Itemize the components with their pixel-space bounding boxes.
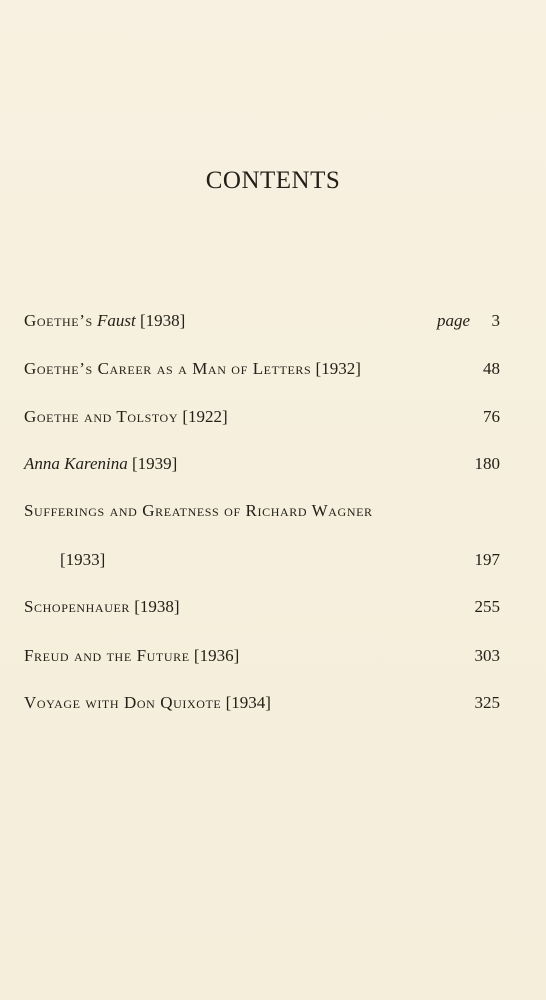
toc-entry-title: [24, 405, 228, 429]
toc-entry-anna-karenina: [24, 452, 500, 476]
toc-entry-title: [24, 691, 271, 715]
toc-entry-page: 48: [483, 359, 500, 378]
toc-entry-schopenhauer: [24, 595, 500, 619]
toc-entry-title-text: Sufferings and Greatness of Richard Wagner: [24, 501, 373, 520]
toc-entry-date: [1939]: [131, 454, 178, 473]
toc-entry-voyage-with-don-quixote: [24, 691, 500, 715]
toc-entry-date: [1932]: [315, 359, 361, 378]
toc-entry-title: [24, 499, 373, 523]
toc-entry-page: 3: [491, 311, 500, 330]
toc-entry-date: [1938]: [139, 311, 186, 330]
toc-entry-title-italic: Anna Karenina: [24, 454, 128, 473]
toc-entry-goethes-faust: [24, 309, 500, 333]
page-title: CONTENTS: [205, 167, 341, 194]
toc-entry-title-text: Voyage with Don Quixote: [24, 693, 222, 712]
page-label: page: [436, 311, 470, 330]
toc-entry-date: [1938]: [134, 597, 180, 616]
toc-entry-title-text: Goethe’s Career as a Man of Letters: [24, 359, 312, 378]
toc-entry-page: 325: [474, 693, 500, 712]
toc-entry-richard-wagner-continuation: [60, 548, 500, 572]
toc-entry-title-text: Schopenhauer: [24, 597, 130, 616]
toc-entry-title: [24, 357, 361, 381]
toc-entry-date: [1934]: [225, 693, 271, 712]
toc-entry-title-italic: Faust: [96, 311, 136, 330]
toc-entry-page: 197: [474, 550, 500, 569]
toc-entry-title: [24, 452, 177, 476]
toc-entry-date: [1933]: [60, 550, 106, 569]
toc-entry-page: 180: [474, 454, 500, 473]
toc-entry-title: [24, 595, 180, 619]
toc-entry-richard-wagner: [24, 499, 500, 523]
toc-entry-title-text: Freud and the Future: [24, 646, 190, 665]
toc-entry-title-text: Goethe and Tolstoy: [24, 407, 179, 426]
toc-entry-page: 303: [474, 646, 500, 665]
toc-entry-title-prefix: Goethe’s: [24, 311, 93, 330]
toc-entry-date: [1922]: [182, 407, 228, 426]
toc-entry-title: [24, 309, 185, 333]
toc-entry-page: 76: [483, 407, 500, 426]
toc-entry-title: [24, 644, 239, 668]
toc-entry-page: 255: [474, 597, 500, 616]
toc-entry-freud-and-the-future: [24, 644, 500, 668]
toc-entry-date: [1936]: [193, 646, 240, 665]
toc-entry-goethes-career: [24, 357, 500, 381]
toc-entry-goethe-and-tolstoy: [24, 405, 500, 429]
